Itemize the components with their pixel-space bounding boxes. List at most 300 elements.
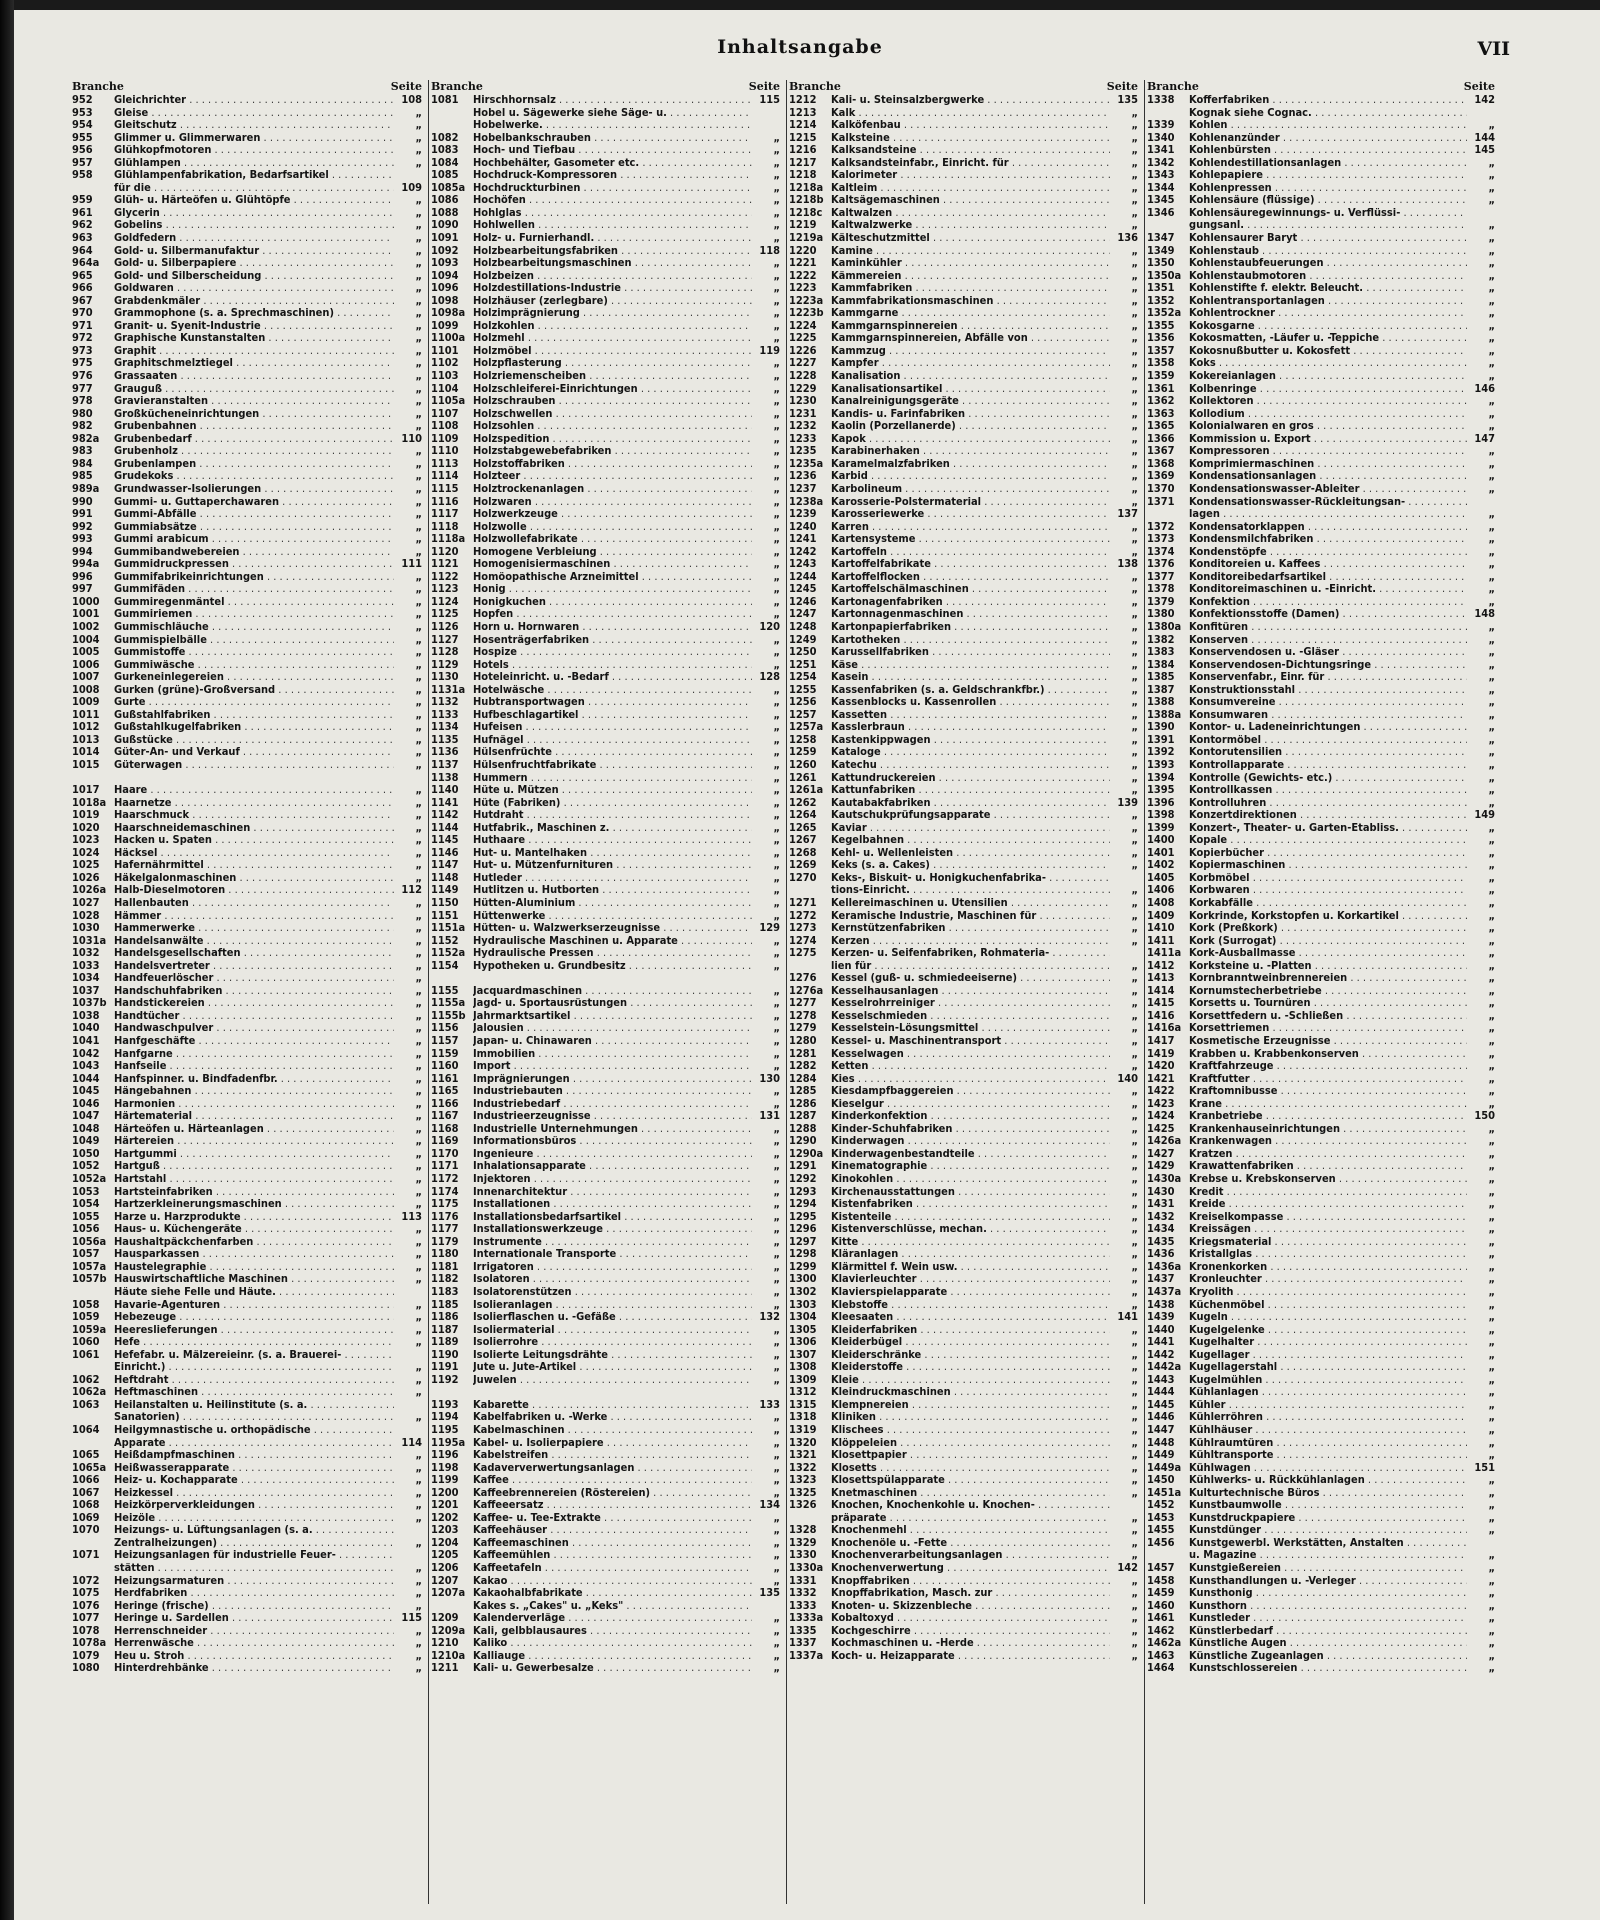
entry-number: 1011 — [72, 708, 100, 721]
index-entry — [70, 270, 424, 283]
index-entry — [787, 458, 1140, 471]
index-entry — [70, 1135, 424, 1148]
index-entry — [429, 1575, 782, 1588]
index-entry — [429, 107, 782, 120]
entry-title: Kandis- u. Farinfabriken . . . — [831, 408, 1110, 421]
entry-page: „ — [415, 470, 422, 483]
entry-title: Kokosmatten, -Läufer u. -Teppiche . . . — [1189, 332, 1467, 345]
entry-title: Holzdestillations-Industrie . . . — [473, 282, 752, 295]
entry-title: Knochenmehl . . . — [831, 1524, 1110, 1537]
entry-number: 1151 — [431, 909, 459, 922]
entry-number: 1426a — [1147, 1135, 1182, 1148]
index-entry — [429, 997, 782, 1010]
index-entry — [787, 834, 1140, 847]
entry-page: „ — [1488, 1047, 1495, 1060]
entry-number: 1406 — [1147, 884, 1175, 897]
entry-title: Hufbeschlagartikel . . . — [473, 709, 752, 722]
entry-title: Knetmaschinen . . . — [831, 1487, 1110, 1500]
entry-number: 1025 — [72, 859, 100, 872]
entry-number: 1267 — [789, 834, 817, 847]
entry-number: 1182 — [431, 1273, 459, 1286]
index-entry — [70, 1273, 424, 1286]
entry-number: 1351 — [1147, 282, 1175, 295]
index-entry — [1145, 282, 1497, 295]
entry-page: „ — [1488, 119, 1495, 132]
entry-title: Klosetts . . . — [831, 1462, 1110, 1475]
entry-title: Kastenkippwagen . . . — [831, 734, 1110, 747]
entry-title: Kataloge . . . — [831, 746, 1110, 759]
entry-page: „ — [773, 595, 780, 608]
entry-title: Kinderkonfektion . . . — [831, 1110, 1110, 1123]
index-entry — [429, 1361, 782, 1374]
entry-page: „ — [415, 1122, 422, 1135]
entry-page: „ — [415, 319, 422, 332]
entry-page: „ — [1488, 1147, 1495, 1160]
index-entry — [70, 1248, 424, 1261]
entry-number: 1042 — [72, 1047, 100, 1060]
entry-title: Isolatoren . . . — [473, 1273, 752, 1286]
entry-title: Kabelfabriken u. -Werke . . . — [473, 1411, 752, 1424]
index-entry — [787, 107, 1140, 120]
entry-page: „ — [1131, 721, 1138, 734]
entry-title: Heizöle . . . — [114, 1512, 394, 1525]
index-entry — [1145, 1549, 1497, 1562]
entry-page: 115 — [759, 94, 780, 106]
entry-page: „ — [415, 1474, 422, 1487]
entry-title: Heilanstalten u. Heilinstitute (s. a. . . . — [114, 1399, 394, 1412]
entry-page: „ — [415, 131, 422, 144]
entry-title: Heizkessel . . . — [114, 1487, 394, 1500]
entry-page: „ — [773, 846, 780, 859]
entry-number: 1436 — [1147, 1248, 1175, 1261]
entry-page: „ — [415, 633, 422, 646]
entry-title: Kunstleder . . . — [1189, 1612, 1467, 1625]
entry-title: Konzert-, Theater- u. Garten-Etabliss. . . . — [1189, 822, 1467, 835]
entry-title: Glühlampen . . . — [114, 157, 394, 170]
entry-number: 1414 — [1147, 984, 1175, 997]
entry-page: „ — [1488, 1273, 1495, 1286]
entry-title: Güter-An- und Verkauf . . . — [114, 746, 394, 759]
entry-title: Häkelgalonmaschinen . . . — [114, 872, 394, 885]
entry-page: „ — [415, 1135, 422, 1148]
entry-title: Informationsbüros . . . — [473, 1135, 752, 1148]
index-entry — [429, 1035, 782, 1048]
index-entry — [429, 408, 782, 421]
entry-number: 1292 — [789, 1173, 817, 1186]
entry-title: Kontrollkassen . . . — [1189, 784, 1467, 797]
entry-number: 1287 — [789, 1110, 817, 1123]
entry-number: 1425 — [1147, 1122, 1175, 1135]
entry-number: 1156 — [431, 1022, 459, 1035]
entry-number: 1457 — [1147, 1561, 1175, 1574]
entry-page: „ — [415, 1097, 422, 1110]
index-entry — [787, 508, 1140, 521]
entry-title: Hammerwerke . . . — [114, 922, 394, 935]
index-entry — [1145, 1223, 1497, 1236]
entry-title: Kompressoren . . . — [1189, 445, 1467, 458]
index-entry — [429, 1336, 782, 1349]
entry-page: „ — [773, 1449, 780, 1462]
entry-number: 1399 — [1147, 821, 1175, 834]
entry-page: „ — [1488, 282, 1495, 295]
entry-page: „ — [415, 922, 422, 935]
entry-number: 1033 — [72, 959, 100, 972]
entry-page: „ — [415, 846, 422, 859]
index-entry — [787, 797, 1140, 810]
entry-title: Koch- u. Heizapparate . . . — [831, 1650, 1110, 1663]
entry-title: Graphische Kunstanstalten . . . — [114, 332, 394, 345]
entry-number: 1077 — [72, 1612, 100, 1625]
entry-page: „ — [1488, 194, 1495, 207]
entry-number: 983 — [72, 445, 93, 458]
index-entry — [787, 1311, 1140, 1324]
index-entry — [1145, 1286, 1497, 1299]
entry-page: „ — [1131, 1386, 1138, 1399]
index-entry — [787, 684, 1140, 697]
index-entry — [429, 1048, 782, 1061]
entry-page: „ — [415, 1662, 422, 1675]
index-entry — [787, 897, 1140, 910]
index-entry — [1145, 1512, 1497, 1525]
entry-number: 1152 — [431, 934, 459, 947]
entry-page: „ — [415, 257, 422, 270]
entry-title: Grudekoks . . . — [114, 470, 394, 483]
entry-title: Kühlhäuser . . . — [1189, 1424, 1467, 1437]
entry-title: Kondensatorklappen . . . — [1189, 521, 1467, 534]
entry-title: Graphitschmelztiegel . . . — [114, 357, 394, 370]
entry-page: 135 — [1117, 94, 1138, 106]
entry-page: „ — [773, 370, 780, 383]
index-entry — [70, 884, 424, 897]
index-entry — [70, 445, 424, 458]
index-entry — [1145, 1437, 1497, 1450]
index-entry — [1145, 445, 1497, 458]
entry-number: 1290a — [789, 1147, 824, 1160]
index-entry — [429, 1160, 782, 1173]
entry-number: 1193 — [431, 1398, 459, 1411]
entry-title: Huthaare . . . — [473, 834, 752, 847]
entry-number: 1307 — [789, 1348, 817, 1361]
entry-title: Hochdruckturbinen . . . — [473, 182, 752, 195]
index-entry — [70, 1048, 424, 1061]
entry-number: 1185 — [431, 1298, 459, 1311]
index-entry — [429, 508, 782, 521]
entry-page: „ — [1488, 1612, 1495, 1625]
entry-title: Kaminkühler . . . — [831, 257, 1110, 270]
entry-number: 1377 — [1147, 570, 1175, 583]
index-entry — [787, 1060, 1140, 1073]
index-entry — [787, 119, 1140, 132]
entry-page: „ — [1488, 1511, 1495, 1524]
index-entry — [1145, 1600, 1497, 1613]
entry-page: „ — [1488, 1449, 1495, 1462]
entry-title: Kali- u. Steinsalzbergwerke . . . — [831, 94, 1110, 107]
entry-number: 1452 — [1147, 1499, 1175, 1512]
index-entry — [787, 169, 1140, 182]
entry-page: „ — [415, 407, 422, 420]
index-entry — [70, 872, 424, 885]
entry-number: 1243 — [789, 558, 817, 571]
entry-number: 1189 — [431, 1336, 459, 1349]
entry-number: 1131a — [431, 683, 466, 696]
entry-number: 1006 — [72, 658, 100, 671]
index-entry — [1145, 1048, 1497, 1061]
entry-title: Gummistoffe . . . — [114, 646, 394, 659]
entry-title: Hüte (Fabriken) . . . — [473, 797, 752, 810]
entry-title: Kohlenstifte f. elektr. Beleucht. . . . — [1189, 282, 1467, 295]
entry-title: Holzmehl . . . — [473, 332, 752, 345]
entry-page: „ — [1131, 1612, 1138, 1625]
index-entry — [429, 872, 782, 885]
entry-number: 1347 — [1147, 232, 1175, 245]
entry-number: 1431 — [1147, 1198, 1175, 1211]
entry-title: Installationswerkzeuge . . . — [473, 1223, 752, 1236]
entry-number: 1341 — [1147, 144, 1175, 157]
entry-title: Heringe (frische) . . . — [114, 1600, 394, 1613]
entry-title: Knochen, Knochenkohle u. Knochen- . . . — [831, 1499, 1110, 1512]
index-entry — [787, 1374, 1140, 1387]
entry-page: „ — [1131, 407, 1138, 420]
entry-title: Hartsteinfabriken . . . — [114, 1186, 394, 1199]
index-entry — [70, 784, 424, 797]
entry-title: Kugelgelenke . . . — [1189, 1324, 1467, 1337]
entry-number: 971 — [72, 319, 93, 332]
entry-number: 1443 — [1147, 1373, 1175, 1386]
entry-title: Kochgeschirre . . . — [831, 1625, 1110, 1638]
entry-title: Kugelmühlen . . . — [1189, 1374, 1467, 1387]
entry-page: „ — [773, 445, 780, 458]
index-entry — [787, 696, 1140, 709]
entry-number: 1107 — [431, 407, 459, 420]
entry-number: 1083 — [431, 144, 459, 157]
index-entry — [787, 1010, 1140, 1023]
entry-title: Kleiderbügel . . . — [831, 1336, 1110, 1349]
entry-page: „ — [773, 407, 780, 420]
index-entry — [787, 470, 1140, 483]
entry-number: 1094 — [431, 269, 459, 282]
entry-title: Kakes s. „Cakes" u. „Keks" . . . — [473, 1600, 752, 1613]
entry-page: „ — [1131, 269, 1138, 282]
entry-number: 1104 — [431, 382, 459, 395]
index-entry — [429, 847, 782, 860]
entry-number: 1276 — [789, 972, 817, 985]
entry-page: „ — [1488, 1336, 1495, 1349]
entry-number: 1241 — [789, 533, 817, 546]
index-entry — [1145, 1524, 1497, 1537]
entry-number: 1218b — [789, 194, 824, 207]
index-entry — [429, 1399, 782, 1412]
index-entry — [787, 1474, 1140, 1487]
entry-page: „ — [773, 545, 780, 558]
entry-title: Kreide . . . — [1189, 1198, 1467, 1211]
entry-title: präparate . . . — [831, 1512, 1110, 1525]
entry-title: Hut- u. Mantelhaken . . . — [473, 847, 752, 860]
entry-number: 1312 — [789, 1386, 817, 1399]
entry-page: „ — [773, 1662, 780, 1675]
entry-title: Kalköfenbau . . . — [831, 119, 1110, 132]
entry-number: 1373 — [1147, 533, 1175, 546]
entry-title: Heu u. Stroh . . . — [114, 1650, 394, 1663]
entry-page: „ — [1488, 1210, 1495, 1223]
entry-title: Kabel- u. Isolierpapiere . . . — [473, 1437, 752, 1450]
entry-page: „ — [1488, 1009, 1495, 1022]
entry-number: 1338 — [1147, 94, 1175, 106]
entry-title: Holzwerkzeuge . . . — [473, 508, 752, 521]
entry-page: „ — [1488, 520, 1495, 533]
index-entry — [429, 1637, 782, 1650]
index-column-3 — [786, 80, 1140, 1904]
entry-title: Gummiriemen . . . — [114, 608, 394, 621]
index-entry — [70, 408, 424, 421]
entry-number: 1339 — [1147, 119, 1175, 132]
entry-title: Gummibandwebereien . . . — [114, 546, 394, 559]
entry-number: 1384 — [1147, 658, 1175, 671]
entry-page: „ — [1488, 1248, 1495, 1261]
entry-number: 1461 — [1147, 1612, 1175, 1625]
entry-page: „ — [1488, 658, 1495, 671]
index-entry — [787, 1537, 1140, 1550]
entry-title: Heizkörperverkleidungen . . . — [114, 1499, 394, 1512]
entry-page: „ — [1488, 733, 1495, 746]
entry-title: Klosettpapier . . . — [831, 1449, 1110, 1462]
index-entry — [429, 1135, 782, 1148]
entry-number: 1229 — [789, 382, 817, 395]
index-entry — [70, 157, 424, 170]
entry-page: „ — [1488, 1599, 1495, 1612]
index-entry — [1145, 1073, 1497, 1086]
entry-title: Hochdruck-Kompressoren . . . — [473, 169, 752, 182]
index-entry — [1145, 307, 1497, 320]
entry-number: 1405 — [1147, 871, 1175, 884]
entry-number: 1436a — [1147, 1260, 1182, 1273]
index-entry — [70, 972, 424, 985]
entry-number: 1378 — [1147, 583, 1175, 596]
index-entry — [70, 1562, 424, 1575]
entry-number: 1037b — [72, 997, 107, 1010]
index-entry — [70, 608, 424, 621]
entry-page: „ — [773, 1624, 780, 1637]
entry-number: 1157 — [431, 1035, 459, 1048]
index-entry — [787, 1073, 1140, 1086]
entry-title: Kehl- u. Wellenleisten . . . — [831, 847, 1110, 860]
index-entry — [429, 182, 782, 195]
index-entry — [787, 1261, 1140, 1274]
entry-title: Heizungs- u. Lüftungsanlagen (s. a. . . . — [114, 1524, 394, 1537]
index-entry — [1145, 107, 1497, 120]
entry-title: Konditoreibedarfsartikel . . . — [1189, 571, 1467, 584]
entry-title: Kokosnußbutter u. Kokosfett . . . — [1189, 345, 1467, 358]
entry-page: „ — [1131, 1160, 1138, 1173]
entry-title: Injektoren . . . — [473, 1173, 752, 1186]
index-entry — [787, 1123, 1140, 1136]
entry-number: 1248 — [789, 620, 817, 633]
entry-title: Kronleuchter . . . — [1189, 1273, 1467, 1286]
entry-title: Hochbehälter, Gasometer etc. . . . — [473, 157, 752, 170]
index-entry — [1145, 571, 1497, 584]
entry-title: Hohlwellen . . . — [473, 219, 752, 232]
index-entry — [70, 232, 424, 245]
index-entry — [429, 1223, 782, 1236]
entry-page: „ — [1131, 846, 1138, 859]
entry-page: „ — [773, 307, 780, 320]
index-entry — [70, 458, 424, 471]
entry-page: „ — [1488, 784, 1495, 797]
index-entry — [70, 395, 424, 408]
entry-number: 1219a — [789, 232, 824, 245]
entry-number: 963 — [72, 232, 93, 245]
entry-page: „ — [1131, 1035, 1138, 1048]
entry-page: „ — [415, 809, 422, 822]
entry-number: 1291 — [789, 1160, 817, 1173]
entry-page: „ — [1131, 1260, 1138, 1273]
entry-page: „ — [415, 370, 422, 383]
entry-number: 1155a — [431, 997, 466, 1010]
index-entry — [429, 1324, 782, 1337]
entry-page: „ — [1131, 1624, 1138, 1637]
entry-page: „ — [1131, 1060, 1138, 1073]
entry-number: 1413 — [1147, 972, 1175, 985]
entry-page: „ — [1131, 1423, 1138, 1436]
entry-title: Hydraulische Maschinen u. Apparate . . . — [473, 935, 752, 948]
entry-title: Kaltsägemaschinen . . . — [831, 194, 1110, 207]
entry-number: 1296 — [789, 1223, 817, 1236]
index-entry — [1145, 872, 1497, 885]
index-entry — [1145, 1399, 1497, 1412]
index-entry — [1145, 157, 1497, 170]
entry-number: 1147 — [431, 859, 459, 872]
entry-page: „ — [1131, 1210, 1138, 1223]
index-entry — [1145, 583, 1497, 596]
entry-title: Kistenteile . . . — [831, 1211, 1110, 1224]
entry-page: „ — [773, 1336, 780, 1349]
entry-number: 1124 — [431, 595, 459, 608]
index-entry — [70, 659, 424, 672]
entry-title: Karamelmalzfabriken . . . — [831, 458, 1110, 471]
entry-page: „ — [1488, 1311, 1495, 1324]
entry-page: „ — [1488, 257, 1495, 270]
entry-page: „ — [1131, 633, 1138, 646]
index-entry — [1145, 947, 1497, 960]
column-header — [787, 80, 1140, 94]
entry-title: Kondensationswasser-Rückleitungsan- . . . — [1189, 496, 1467, 509]
index-entry — [70, 357, 424, 370]
entry-title: Ketten . . . — [831, 1060, 1110, 1073]
index-entry — [70, 1073, 424, 1086]
entry-title: Gußstahlkugelfabriken . . . — [114, 721, 394, 734]
entry-page: 128 — [759, 671, 780, 684]
entry-title: Küchenmöbel . . . — [1189, 1299, 1467, 1312]
entry-number: 1223a — [789, 294, 824, 307]
index-entry — [787, 985, 1140, 998]
entry-number: 1245 — [789, 583, 817, 596]
index-entry — [1145, 558, 1497, 571]
entry-title: Kliniken . . . — [831, 1411, 1110, 1424]
entry-page: „ — [1488, 909, 1495, 922]
entry-title: Kristallglas . . . — [1189, 1248, 1467, 1261]
entry-page: „ — [773, 169, 780, 182]
entry-page: „ — [1488, 156, 1495, 169]
entry-number: 1046 — [72, 1097, 100, 1110]
entry-page: „ — [1488, 959, 1495, 972]
index-entry — [70, 947, 424, 960]
entry-title: Holzimprägnierung . . . — [473, 307, 752, 320]
entry-title: Kesselrohrreiniger . . . — [831, 997, 1110, 1010]
entry-title: Kleesaaten . . . — [831, 1311, 1110, 1324]
entry-page: „ — [1131, 583, 1138, 596]
entry-title: Hochöfen . . . — [473, 194, 752, 207]
entry-number: 1183 — [431, 1285, 459, 1298]
index-entry — [429, 822, 782, 835]
